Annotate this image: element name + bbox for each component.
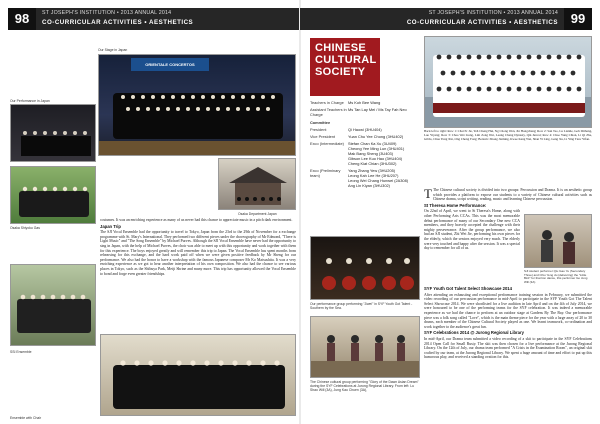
lion-photo-caption: SJI student performer Qiu Gao Ye (Secondary Three) and Chiu Yeng du (delivering) the "Little Bird" for that lion dance, this performer Go Jung Will (3A) xyxy=(524,269,588,284)
drama-performers xyxy=(311,317,420,378)
name-list xyxy=(348,168,420,188)
left-header xyxy=(8,8,300,30)
right-header-school: ST JOSEPH'S INSTITUTION • 2013 ANNUAL 2014 xyxy=(428,10,558,16)
left-page-number: 98 xyxy=(8,8,36,30)
role-label: Vice President xyxy=(310,134,336,139)
caption-tokyo: Our Performance in Japan xyxy=(10,99,50,103)
name-list xyxy=(348,141,420,166)
temple-silhouette xyxy=(219,159,296,210)
exco2-member: Yang Zhang Yew (3HU205) xyxy=(348,168,396,173)
body-paragraph-2: The SJI Vocal Ensemble had the opportunity to travel to Tokyo, Japan from the 23rd to the 29th of November for a exchange programme with St. Mary's International. They performed two different pieces under the choreography of Mr Edmond, "There is Light Music" and "The Song Ensemble" by Michael Purves. Although the SJI Vocal Ensemble have never had the opportunity to sing in Japan, with the help of Michael Purves, the choir was able to meet up with this opportunity and work together with them for this experience. The boys enjoyed greatly and will remember this trip to Japan. The Vocal Ensemble has spent months from rehearsing for this exchange, and the hard work paid off when we were given positive feedback by Mr Sheng for our performance. We also had the honor to have a workshop with the famous Japanese composer Mr Ko Matsushita. It was a very enriching experience as we got to hear another interpretation of his own composition. We also had the chance to see various places in Tokyo, such as the Shibuya Park, Meiji Shrine and many more. This trip has opportunity allowed the Vocal Ensemble to bond and forge even greater friendships. xyxy=(100,230,296,276)
right-page-number: 99 xyxy=(564,8,592,30)
lion-dance-photo xyxy=(524,214,592,268)
right-header xyxy=(300,8,592,30)
group-silhouettes xyxy=(11,167,96,224)
drop-cap: T xyxy=(424,186,432,201)
syf-paragraph: After attending an exhausting and exceptional performance training session in February, we submitted the video recording of our percussion performance in mid-April to participate in the SYF Youth Got The Talent Select Showcase 2014. We were shortlisted for a live audition in late April and on the 4th of July 2014, we were honoured to be one of the performing teams for the SYF celebration. It was indeed a memorable experience as we had the chance to perform at an outdoor stage at Gardens By The Bay. Our performance piece was a folk song called "Love", which is the main theme piece for the year with a large array of 20 to 30 drums, each member of the Chinese Cultural Society played as one. We learnt teamwork, co-ordination and work together to the audience's great fun. xyxy=(424,292,592,329)
library-paragraph: In mid-April, our Drama team submitted a video recording of a skit to participate in the SYF Celebrations 2014 Open Call for Small Rusty. The skit was then chosen for a live performance at the Jurong Regional Library. On the 12th of July, our drama team performed "A Crisis in the Examination Room", an original skit crafted by our team, at the Jurong Regional Library. We spent a huge amount of time and effort to put up this humorous play, and received a standing ovation for this. xyxy=(424,336,592,360)
name-value: Ms Tan Lay Mei / Ms Tay Fah Neo xyxy=(348,107,407,112)
name-value: Yuan Chu Yee Chong (3HU402) xyxy=(348,134,404,139)
role-label: President xyxy=(310,127,327,132)
caption-singapore: SSI Ensemble xyxy=(10,350,32,354)
committee-heading: Committee xyxy=(310,120,331,125)
committee-president xyxy=(310,127,420,132)
ensemble-silhouettes xyxy=(11,265,96,346)
intro-paragraph xyxy=(424,188,592,202)
committee-teachers xyxy=(310,100,420,105)
role-label: Exco (Preliminary team) xyxy=(310,168,341,178)
left-header-school: ST JOSEPH'S INSTITUTION • 2013 ANNUAL 2014 xyxy=(42,10,172,16)
group-photo-outdoor xyxy=(10,166,96,224)
exco2-member: Leong Kah Lee He (3HU207) xyxy=(348,173,399,178)
exco-member: Cheng Kiat Chian (3HU302) xyxy=(348,161,397,166)
committee-exco2 xyxy=(310,168,420,188)
subhead-syf: SYF Youth Got Talent Select Showcase 2014 xyxy=(424,286,512,291)
choir-on-stage-photo xyxy=(98,54,296,156)
exco-member: Gibson Lee Kuo Hao (3HU404) xyxy=(348,156,403,161)
body-paragraph-1: costumes. It was an enriching experience as many of us never had this chance to appreciate music in a pitch dark environment. xyxy=(100,218,293,222)
caption-chiba: Osaka Department Japan xyxy=(238,212,277,216)
exco2-member: Leong Wei Chang Hunwei (2A308) xyxy=(348,178,409,183)
section-title: CHINESE CULTURAL SOCIETY xyxy=(310,38,380,96)
role-label: Exco (Intermediate) xyxy=(310,141,344,146)
caption-osaka: Osaka Shiyoku Gas xyxy=(10,226,40,230)
group-with-chair-photo xyxy=(100,334,296,416)
right-body-text-lower xyxy=(424,286,592,362)
left-header-section: CO-CURRICULAR ACTIVITIES • AESTHETICS xyxy=(42,19,194,26)
society-group-photo xyxy=(424,36,592,128)
choir-silhouettes xyxy=(99,55,296,156)
syf-photo-caption: Our performance group performing "Jiwei" in SYF Youth Got Talent - Southern by the Sea. xyxy=(310,302,413,310)
committee-assistant xyxy=(310,107,420,117)
left-body-text xyxy=(100,218,296,278)
society-members xyxy=(425,37,592,128)
right-page xyxy=(300,0,600,424)
caption-group: Ensemble with Chair xyxy=(10,416,42,420)
ensemble-photo-outdoor xyxy=(10,264,96,346)
right-header-section: CO-CURRICULAR ACTIVITIES • AESTHETICS xyxy=(406,19,558,26)
exco-member: Mak Bang Sheng (3U403) xyxy=(348,151,393,156)
exco-member: Stefan Chan Ka Xu (3U409) xyxy=(348,141,397,146)
library-performance-photo xyxy=(310,316,420,378)
library-photo-caption: The Chinese cultural group performing "Glory of the Dawn Asian Dream" during the SYF Celebrations at Jurong Regional Library. From left: Lu Shao Will (3A), Jung Kau Chuen (3A), xyxy=(310,380,419,392)
committee-list xyxy=(310,100,420,190)
committee-exco xyxy=(310,141,420,166)
theresa-paragraph: On 22nd of April, we went to St Theresa's Home, along with other Performing Arts CCAs. This was the most memorable debut performance of many of our Secondary One new CCA members, and they bravely accepted the challenge with their mighty perseverance. After the group performance, we also had an SJI student, Zhi Wei Jie, performing his own pieces for the elderly, which the seniors enjoyed very much. The elderly were very touched and happy after the session. It was a special day to remember for all of us. xyxy=(424,209,520,251)
syf-performance-photo xyxy=(310,236,420,300)
role-label: Assistant Teachers in Charge xyxy=(310,107,347,117)
subhead-library: SYF Celebrations 2014 @ Jurong Regional Library xyxy=(424,330,524,336)
drum-performers xyxy=(311,237,420,300)
intro-text: The Chinese cultural society is divided into two groups: Percussion and Drama. It is an aesthetic group which provides a platform to expose our students to a variety of Chinese cultural activities such as Chinese drama, script writing, reading, music and learning Chinese percussion. xyxy=(432,188,592,202)
name-value: Ms Koh Bee Wang xyxy=(348,100,381,105)
performers-silhouettes xyxy=(11,105,96,162)
subhead-japan-trip: Japan Trip xyxy=(100,223,121,229)
group-photo-caption: Back left to right: Row 1: Chai Er Jie, Yeh Cheng Hui, Ng Chong Wen, Jin Hongchang; Row 2: Sun Teo, Lu Lianhe, Goh Zhiheng, Luo Yiyang; Row 3: Chao Wei Liang, Lim Zong Wei, Leung Cheng Dynasty, Qin Juncai; Row 4: Choo Yung Chian, Li Qi Zhe, Gibbs, Chua Yong Xin, Ong Cheng Fong; Bottom: Zhong Jiaming, Kwee Kang Wei, Shan Yi Ling, Gang Xu, Li Ying Tiew Yifan. xyxy=(424,129,592,141)
group-chair-silhouettes xyxy=(101,335,296,416)
role-label: Teachers in Charge xyxy=(310,100,344,105)
temple-photo xyxy=(218,158,296,210)
committee-vp xyxy=(310,134,420,139)
performance-photo-tokyo xyxy=(10,104,96,162)
exco-member: Cheong Yee Ming Lun (3HU401) xyxy=(348,146,405,151)
exco2-member: Ang Lin Kiyan (3HU302) xyxy=(348,183,390,188)
name-value: Qi Haowi (3HU404) xyxy=(348,127,382,132)
concert-banner: ORIENTALE CONCERTOS xyxy=(131,58,209,71)
subhead-theresa: St Theresa Home Performance: xyxy=(424,202,487,208)
performer-silhouette xyxy=(525,215,592,268)
caption-japan-stage: Our Stage in Japan xyxy=(98,48,128,52)
